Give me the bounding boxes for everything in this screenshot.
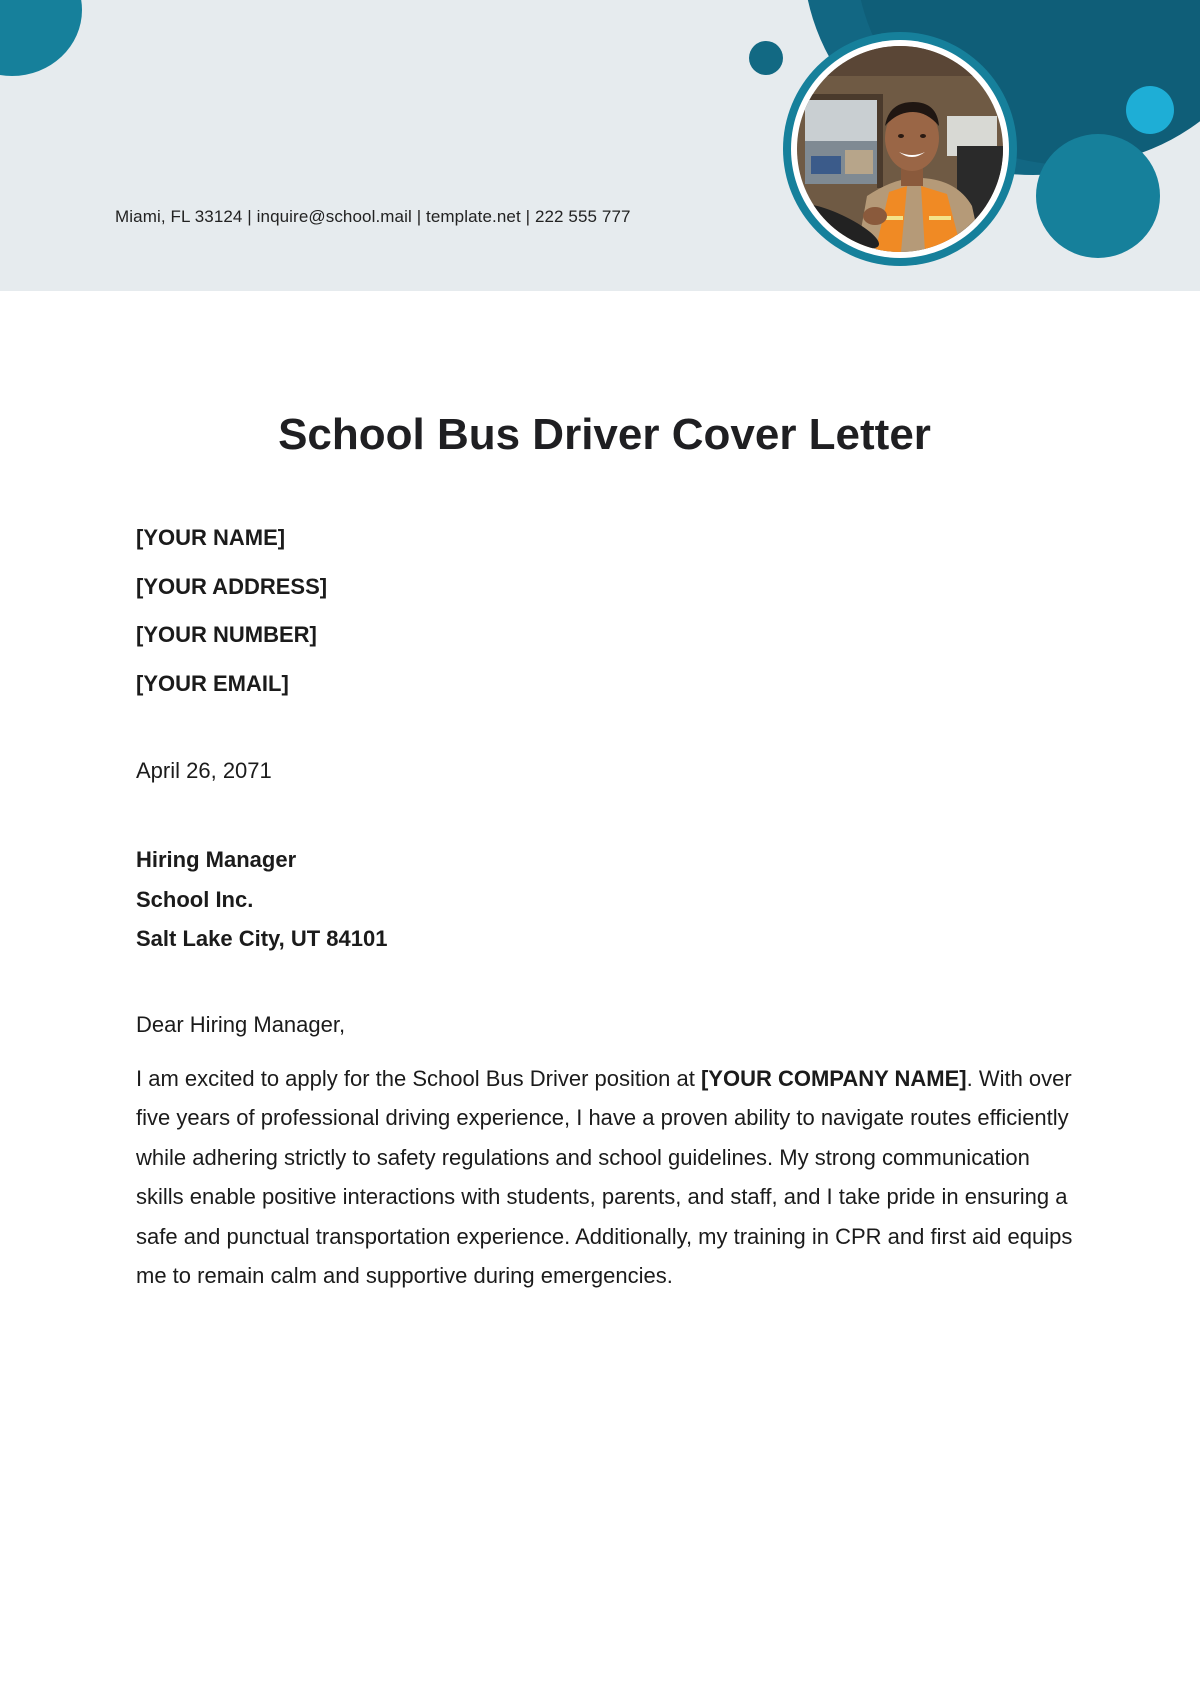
recipient-block [136, 845, 388, 964]
decor-circle-top-left [0, 0, 82, 76]
sender-name: [YOUR NAME] [136, 525, 286, 550]
decor-circle-small [749, 41, 783, 75]
header-banner [0, 0, 1200, 291]
body-lead: I am excited to apply for the School Bus Driver position at [136, 1066, 701, 1091]
sender-email: [YOUR EMAIL] [136, 670, 289, 696]
body-rest: . With over five years of professional driving experience, I have a proven ability to navigate routes efficiently while adhering strictly to safety regulations and school guidelines. My strong communication skills enable positive interactions with students, parents, and staff, and I take pride in ensuring a safe and punctual transportation experience. Additionally, my training in CPR and first aid equips me to remain calm and supportive during emergencies. [136, 1066, 1073, 1289]
letter-date: April 26, 2071 [136, 758, 272, 783]
decor-circle-light [1126, 86, 1174, 134]
sender-number: [YOUR NUMBER] [136, 622, 317, 647]
letter-body [136, 1059, 1076, 1295]
company-placeholder: [YOUR COMPANY NAME] [700, 1066, 967, 1091]
page-title: School Bus Driver Cover Letter [278, 410, 931, 459]
sender-block [136, 523, 327, 717]
recipient-role: Hiring Manager [136, 847, 297, 872]
contact-line: Miami, FL 33124 | inquire@school.mail | template.net | 222 555 777 [115, 207, 631, 226]
driver-portrait-photo [797, 46, 1003, 252]
greeting: Dear Hiring Manager, [136, 1012, 346, 1037]
decor-circle-medium [1036, 134, 1160, 258]
recipient-company: School Inc. [136, 886, 254, 912]
sender-address: [YOUR ADDRESS] [136, 573, 328, 599]
recipient-city: Salt Lake City, UT 84101 [136, 926, 388, 951]
